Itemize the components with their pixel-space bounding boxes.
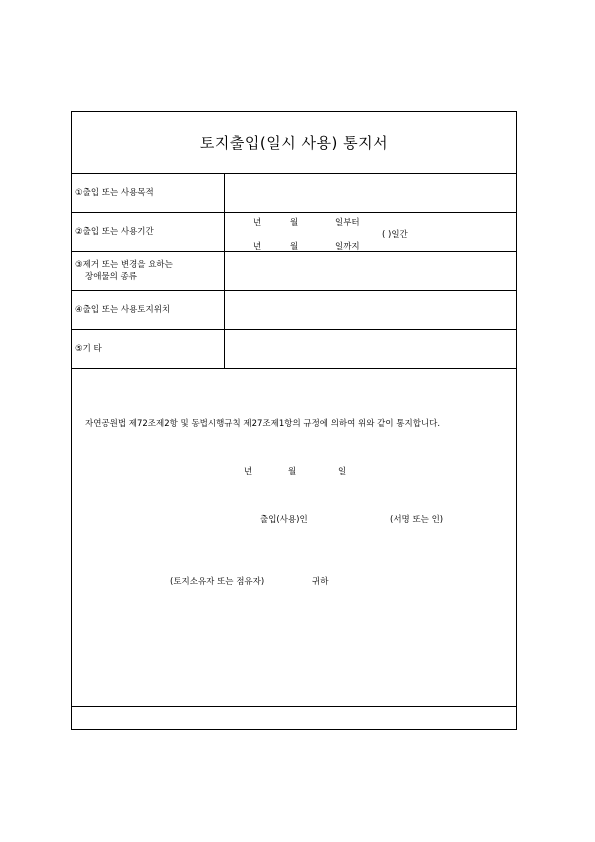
- from-day: 일부터: [335, 218, 360, 228]
- sign-hint: (서명 또는 인): [390, 515, 444, 525]
- row-other: [72, 330, 516, 369]
- other-label: ⑤기 타: [72, 330, 225, 368]
- location-label: ④출입 또는 사용토지위치: [72, 291, 225, 329]
- signer-label: 출입(사용)인: [260, 515, 308, 525]
- recipient-label: (토지소유자 또는 점유자): [170, 577, 265, 587]
- purpose-label: ①출입 또는 사용목적: [72, 174, 225, 212]
- honorific: 귀하: [312, 577, 329, 587]
- period-label: ②출입 또는 사용기간: [72, 213, 225, 251]
- location-field[interactable]: [225, 291, 516, 329]
- purpose-field[interactable]: [225, 174, 516, 212]
- to-year: 년: [253, 242, 262, 252]
- date-year: 년: [244, 467, 253, 477]
- obstacle-label: [72, 252, 225, 290]
- period-field[interactable]: [225, 213, 516, 251]
- row-obstacle: [72, 252, 516, 291]
- from-year: 년: [253, 218, 262, 228]
- from-month: 월: [290, 218, 299, 228]
- form-title: 토지출입(일시 사용) 통지서: [72, 112, 516, 174]
- obstacle-field[interactable]: [225, 252, 516, 290]
- row-purpose: [72, 174, 516, 213]
- to-day: 일까지: [335, 242, 360, 252]
- row-location: [72, 291, 516, 330]
- footer-divider: [72, 706, 516, 707]
- obstacle-label-line1: ③제거 또는 변경을 요하는: [75, 260, 173, 270]
- date-month: 월: [288, 467, 297, 477]
- statement-text: 자연공원법 제72조제2항 및 동법시행규칙 제27조제1항의 규정에 의하여 위와 같이 통지합니다.: [85, 419, 441, 429]
- to-month: 월: [290, 242, 299, 252]
- duration: ( )일간: [382, 230, 408, 240]
- other-field[interactable]: [225, 330, 516, 368]
- obstacle-label-line2: 장애물의 종류: [85, 272, 137, 282]
- row-period: [72, 213, 516, 252]
- notice-form: [71, 111, 517, 730]
- date-day: 일: [338, 467, 347, 477]
